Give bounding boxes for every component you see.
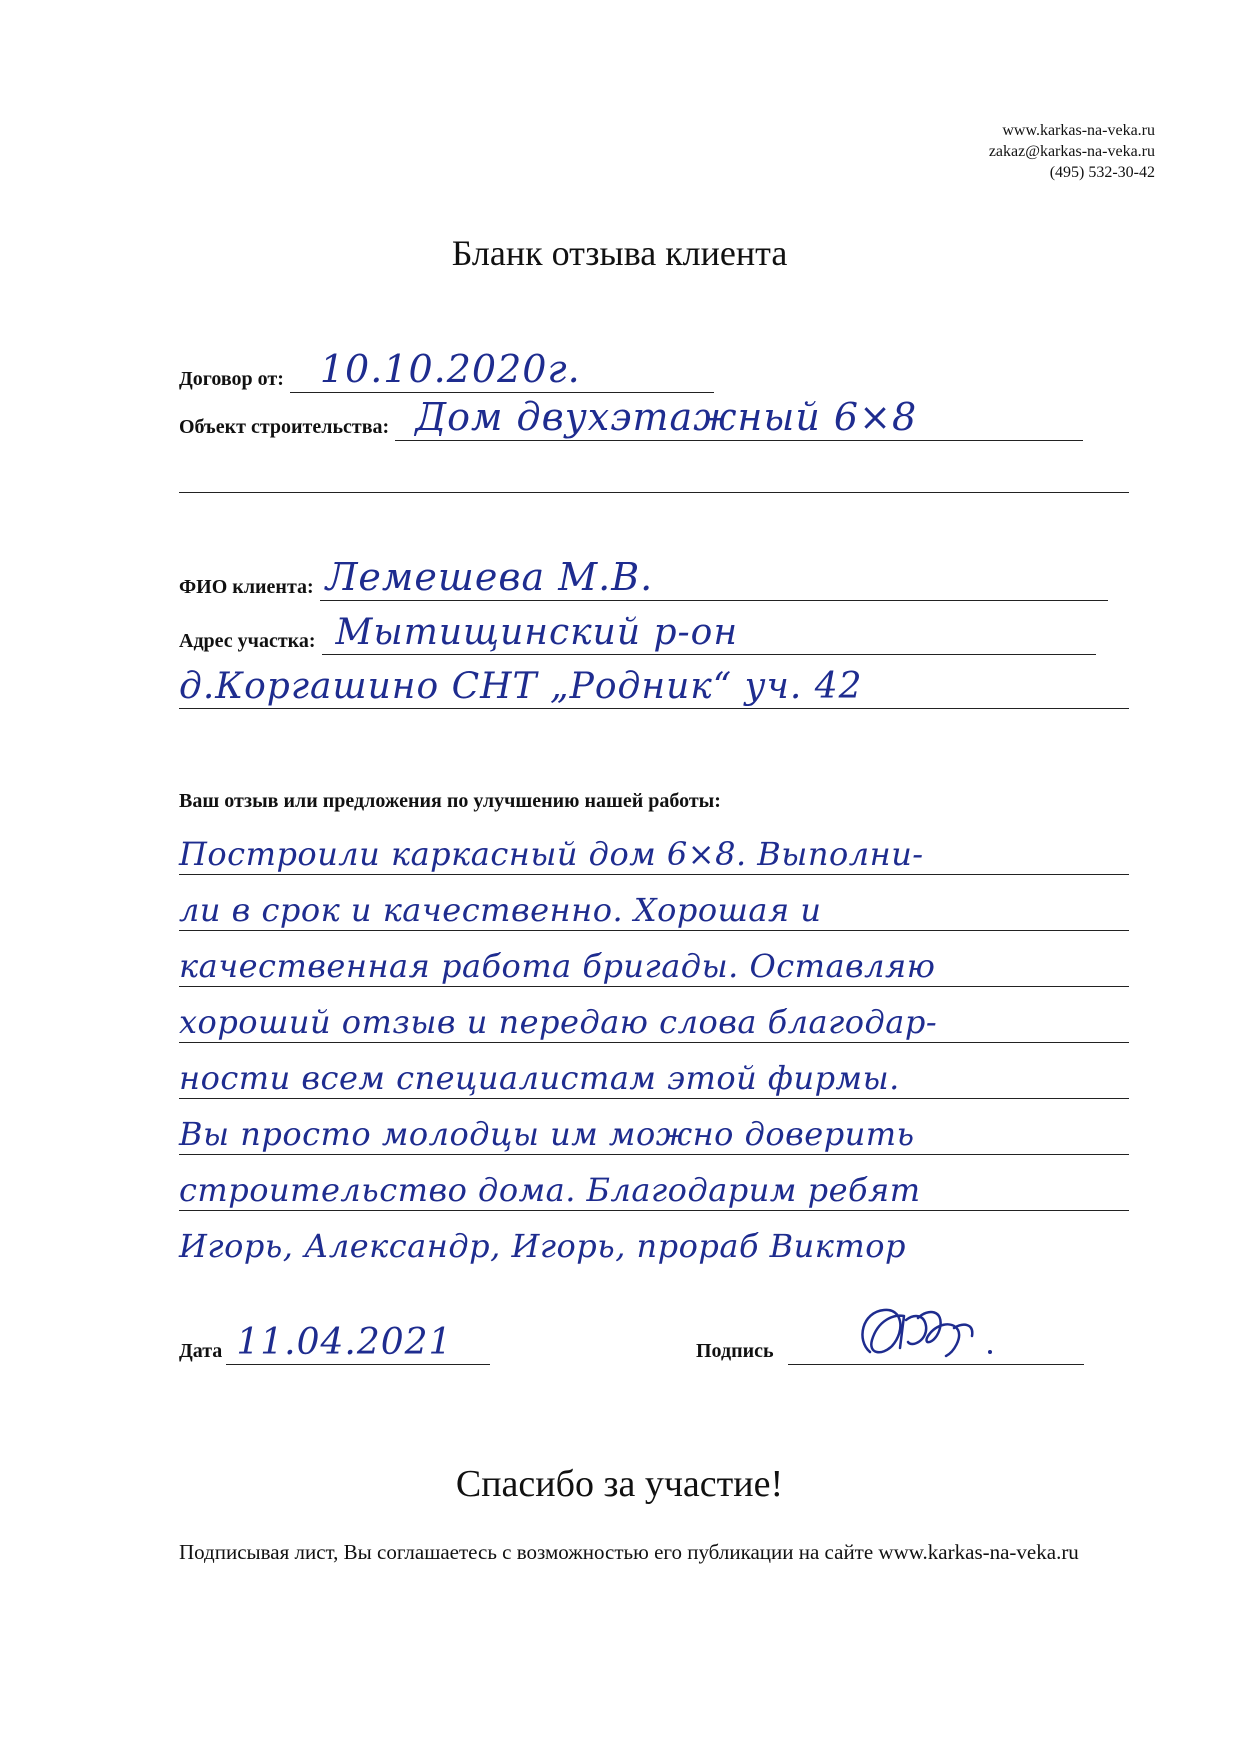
feedback-text: качественная работа бригады. Оставляю [179, 947, 936, 985]
object-label: Объект строительства: [179, 416, 390, 438]
object-field-line2 [179, 446, 1129, 493]
phone-text: (495) 532-30-42 [1049, 164, 1155, 181]
client-value: Лемешева М.В. [325, 555, 654, 599]
address-value-line1: Мытищинский р-он [335, 612, 739, 653]
thanks-message: Спасибо за участие! [455, 1463, 784, 1505]
feedback-line [179, 986, 1129, 1043]
feedback-text: строительство дома. Благодарим ребят [179, 1171, 921, 1209]
date-value: 11.04.2021 [236, 1322, 453, 1363]
client-label: ФИО клиента: [179, 576, 314, 598]
handwritten-signature [848, 1300, 1028, 1370]
website-text: www.karkas-na-veka.ru [1002, 122, 1155, 139]
object-field [395, 394, 1083, 441]
contract-value: 10.10.2020г. [319, 347, 581, 391]
feedback-text: ности всем специалистам этой фирмы. [179, 1059, 900, 1097]
feedback-text: Вы просто молодцы им можно доверить [179, 1115, 915, 1153]
feedback-line [179, 1098, 1129, 1155]
date-label: Дата [179, 1340, 223, 1362]
feedback-text: ли в срок и качественно. Хорошая и [179, 891, 822, 929]
date-row [179, 1318, 490, 1365]
date-field [226, 1318, 490, 1365]
feedback-text: Построили каркасный дом 6×8. Выполни- [179, 835, 924, 873]
feedback-text: Игорь, Александр, Игорь, прораб Виктор [179, 1227, 906, 1265]
contact-block [989, 120, 1155, 183]
object-row [179, 394, 1083, 441]
address-label: Адрес участка: [179, 630, 316, 652]
form-title: Бланк отзыва клиента [451, 233, 788, 273]
object-value: Дом двухэтажный 6×8 [415, 395, 918, 439]
consent-note: Подписывая лист, Вы соглашаетесь с возможностью его публикации на сайте www.karkas-na-veka.ru [179, 1540, 1079, 1564]
address-value-line2: д.Коргашино СНТ „Родник“ уч. 42 [179, 666, 863, 707]
address-field [322, 608, 1096, 655]
contract-row [179, 346, 714, 393]
client-row [179, 554, 1108, 601]
feedback-line [179, 818, 1129, 875]
address-row [179, 608, 1096, 655]
feedback-line [179, 874, 1129, 931]
email-text: zakaz@karkas-na-veka.ru [988, 143, 1155, 160]
feedback-line [179, 1210, 1129, 1266]
feedback-line [179, 1042, 1129, 1099]
feedback-label: Ваш отзыв или предложения по улучшению нашей работы: [179, 790, 721, 812]
feedback-text: хороший отзыв и передаю слова благодар- [179, 1003, 938, 1041]
feedback-line [179, 930, 1129, 987]
signature-label: Подпись [696, 1340, 774, 1362]
address-field-line2 [179, 662, 1129, 709]
contract-label: Договор от: [179, 368, 284, 390]
feedback-line [179, 1154, 1129, 1211]
client-field [320, 554, 1108, 601]
contract-field [290, 346, 714, 393]
